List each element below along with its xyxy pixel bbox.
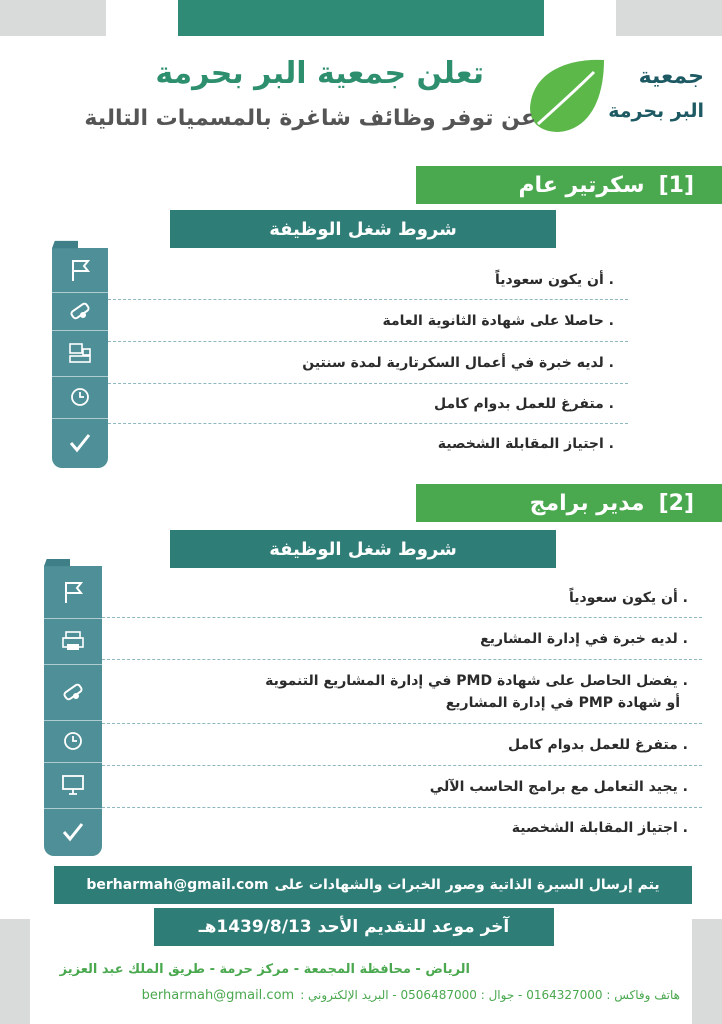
clock-icon (60, 728, 86, 754)
flag-icon (60, 579, 86, 605)
job2-title-bar (416, 484, 722, 522)
submission-bar (54, 866, 692, 904)
leaf-icon (528, 58, 606, 134)
job2-condition-2: . لديه خبرة في إدارة المشاريع (102, 618, 702, 660)
job2-number: [2] (658, 490, 694, 516)
corner-bottom-left (0, 919, 30, 1024)
office-icon (67, 340, 93, 366)
flag-icon (67, 257, 93, 283)
page-title: تعلن جمعية البر بحرمة (155, 56, 484, 91)
job1-title: سكرتير عام (518, 172, 645, 198)
job1-condition-1: . أن يكون سعودياً (108, 260, 628, 300)
job2-condition-1: . أن يكون سعودياً (102, 578, 702, 618)
corner-bottom-right (692, 919, 722, 1024)
diploma-icon (67, 298, 93, 324)
clock-icon (67, 384, 93, 410)
footer-email[interactable]: berharmah@gmail.com (141, 988, 295, 1003)
job1-number: [1] (658, 172, 694, 198)
logo-line1: جمعية (638, 64, 704, 89)
monitor-icon (60, 772, 86, 798)
check-icon (60, 819, 86, 845)
job2-condition-3-line2: أو شهادة PMP في إدارة المشاريع (445, 694, 680, 711)
submission-email[interactable]: berharmah@gmail.com (86, 877, 269, 893)
job1-conditions-title: شروط شغل الوظيفة (170, 210, 556, 248)
corner-top-right (616, 0, 722, 36)
top-bar (178, 0, 544, 36)
job2-condition-4: . متفرغ للعمل بدوام كامل (102, 724, 702, 766)
deadline-date: 1439/8/13هـ (198, 917, 312, 937)
diploma-icon (60, 679, 86, 705)
job2-conditions-title: شروط شغل الوظيفة (170, 530, 556, 568)
job1-icon-ribbon (52, 248, 108, 468)
corner-top-left (0, 0, 106, 36)
deadline-bar (154, 908, 554, 946)
job1-condition-3: . لديه خبرة في أعمال السكرتارية لمدة سنتين (108, 342, 628, 384)
job2-icon-ribbon (44, 566, 102, 856)
deadline-text: آخر موعد للتقديم الأحد (317, 917, 510, 937)
logo-line2: البر بحرمة (608, 100, 704, 122)
check-icon (67, 430, 93, 456)
printer-icon (60, 628, 86, 654)
job2-condition-3-line1: . يفضل الحاصل على شهادة PMD في إدارة المشاريع التنموية (265, 672, 688, 689)
job2-title: مدير برامج (529, 490, 645, 516)
footer-phone: هاتف وفاكس : 0164327000 - جوال : 0506487000 - البريد الإلكتروني : (300, 988, 680, 1002)
job1-condition-2: . حاصلا على شهادة الثانوية العامة (108, 300, 628, 342)
job2-condition-6: . اجتياز المقابلة الشخصية (511, 820, 688, 836)
footer-address: الرياض - محافظة المجمعة - مركز حرمة - طريق الملك عبد العزيز (59, 962, 470, 977)
page-subtitle: عن توفر وظائف شاغرة بالمسميات التالية (84, 106, 536, 131)
job1-title-bar (416, 166, 722, 204)
job2-condition-3 (102, 660, 702, 724)
job2-condition-5: . يجيد التعامل مع برامج الحاسب الآلي (102, 766, 702, 808)
job1-condition-5: . اجتياز المقابلة الشخصية (437, 436, 614, 452)
job1-condition-4: . متفرغ للعمل بدوام كامل (108, 384, 628, 424)
logo (528, 58, 706, 138)
submission-text: يتم إرسال السيرة الذاتية وصور الخبرات والشهادات على (274, 877, 660, 893)
footer-contact (50, 988, 680, 1003)
